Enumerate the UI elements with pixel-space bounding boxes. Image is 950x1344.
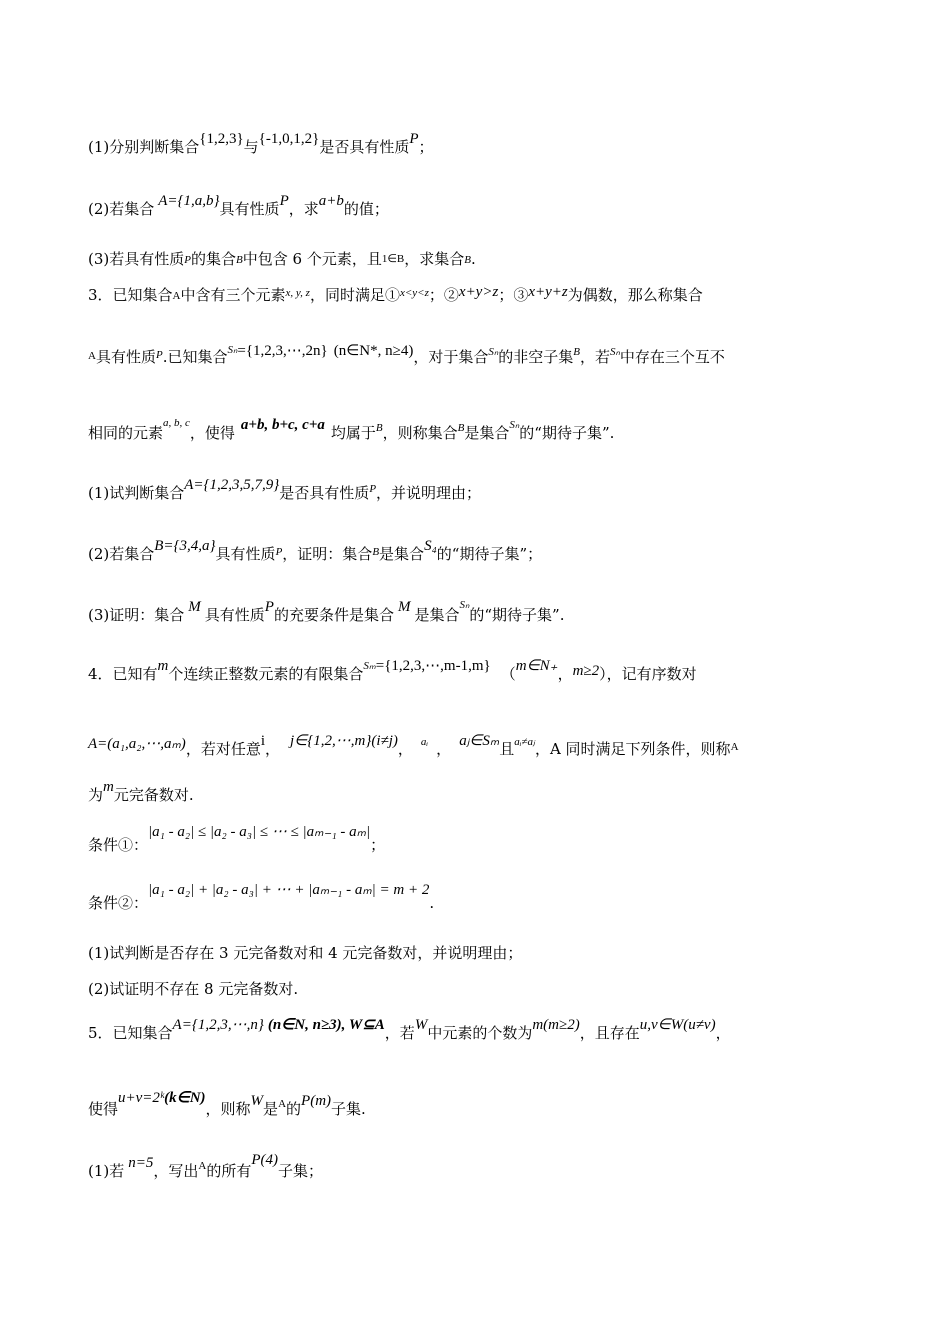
math-property-p: P	[264, 599, 274, 615]
math-cond-3: x+y+z	[528, 284, 568, 300]
text: (1)试判断集合	[88, 484, 185, 502]
p3-question-1	[88, 477, 482, 503]
text: ；	[370, 836, 386, 854]
text: 子集.	[331, 1100, 366, 1118]
text: 是集合	[379, 545, 425, 563]
math-pm: P(m)	[301, 1093, 332, 1109]
p4-line-1	[88, 658, 697, 684]
math-m-cond: m(m≥2)	[532, 1017, 580, 1033]
p4-condition-2	[88, 882, 435, 913]
text: ，求集合	[404, 250, 465, 268]
p5-question-1	[88, 1152, 324, 1181]
math-p4: P(4)	[251, 1152, 279, 1168]
math-s4: S₄	[424, 538, 437, 554]
math-sums: a+b, b+c, c+a	[240, 417, 325, 433]
text: 均属于	[330, 424, 376, 442]
p3-question-2	[88, 538, 543, 564]
text: ，则称集合	[382, 424, 458, 442]
text: 中存在三个互不	[619, 348, 725, 366]
math-b: B	[464, 254, 471, 266]
text: ；	[418, 138, 434, 156]
math-m-cond: m∈N₊	[515, 658, 558, 674]
math-property-p: P	[369, 483, 377, 495]
math-m: m	[103, 779, 114, 795]
text: 的	[286, 1100, 302, 1118]
math-seq-a: A=(a₁,a₂,⋯,aₘ)	[88, 736, 186, 752]
text: ，	[436, 740, 452, 758]
math-a: A	[278, 1098, 287, 1110]
text: ，并说明理由；	[376, 484, 482, 502]
text: ；③	[498, 286, 529, 304]
text: 为偶数，那么称集合	[567, 286, 703, 304]
p3-line-3	[88, 417, 615, 443]
math-set-a: A={1,2,3,5,7,9}	[184, 477, 280, 493]
text: 条件①：	[88, 836, 149, 854]
p4-question-2: (2)试证明不存在 8 元完备数对.	[88, 980, 299, 998]
math-i-ne-j: (i≠j)	[371, 733, 398, 749]
math-property-p: P	[279, 193, 289, 209]
p3-line-2	[88, 343, 725, 367]
math-xyz: x, y, z	[285, 287, 310, 299]
text: (3)证明：集合	[88, 606, 185, 624]
text: 是集合	[464, 424, 510, 442]
text: 4．已知有	[88, 665, 158, 683]
text: (3)若具有性质	[88, 250, 185, 268]
math-sm-def: ={1,2,3,⋯,m-1,m}	[375, 658, 491, 674]
p2-question-2	[88, 193, 389, 219]
math-b: B	[457, 422, 465, 434]
math-property-p: P	[184, 254, 191, 266]
text: 中包含 6 个元素，且	[242, 250, 382, 268]
math-property-p: P	[409, 131, 419, 147]
math-n-cond: (n∈N, n≥3), W⊆A	[267, 1017, 385, 1033]
math-sn: Sₙ	[227, 344, 238, 356]
math-1-in-b: 1∈B	[381, 253, 405, 265]
p4-condition-1	[88, 824, 386, 855]
text: ，且存在	[579, 1024, 640, 1042]
p5-line-2	[88, 1090, 366, 1119]
p4-question-1: (1)试判断是否存在 3 元完备数对和 4 元完备数对，并说明理由；	[88, 944, 523, 962]
math-cond-1: x<y<z	[399, 287, 429, 299]
p2-question-3	[88, 248, 476, 269]
text: ，证明：集合	[282, 545, 373, 563]
text: 是集合	[414, 606, 460, 624]
text: 中元素的个数为	[427, 1024, 533, 1042]
math-w: W	[250, 1093, 264, 1109]
text: 且	[499, 740, 515, 758]
p3-question-3	[88, 599, 565, 625]
math-sn-def: ={1,2,3,⋯,2n}	[237, 343, 328, 359]
math-a: A	[172, 290, 181, 302]
text: 的非空子集	[498, 348, 574, 366]
math-condition-2: |a₁ - a₂| + |a₂ - a₃| + ⋯ + |aₘ₋₁ - aₘ| = m + 2	[148, 882, 430, 898]
text: 是	[263, 1100, 279, 1118]
math-u-plus-v: u+v=2ᵏ	[118, 1090, 165, 1106]
text: （	[500, 665, 516, 683]
math-m: M	[188, 599, 201, 615]
text: ），记有序数对	[599, 665, 697, 683]
text: ，对于集合	[413, 348, 489, 366]
math-sm: Sₘ	[363, 660, 376, 672]
math-j-range: j∈{1,2,⋯,m}	[290, 733, 372, 749]
text: 使得	[88, 1100, 119, 1118]
math-sn: Sₙ	[459, 599, 470, 611]
math-b: B	[236, 254, 243, 266]
text: ，	[557, 665, 573, 683]
math-a: A	[198, 1160, 207, 1172]
math-i: i	[260, 733, 265, 749]
text: ，若	[580, 348, 611, 366]
text: 相同的元素	[88, 424, 164, 442]
text: 的“期待子集”.	[519, 424, 615, 442]
text: 个连续正整数元素的有限集合	[168, 665, 364, 683]
text: ，则称	[205, 1100, 251, 1118]
text: ，求	[288, 200, 319, 218]
p5-line-1	[88, 1017, 731, 1043]
text: .	[429, 894, 435, 912]
text: 具有性质	[204, 606, 265, 624]
p2-question-1	[88, 131, 434, 157]
math-m: M	[397, 599, 411, 615]
math-w: W	[414, 1017, 428, 1033]
text: ；②	[428, 286, 459, 304]
math-uv: u,v∈W(u≠v)	[639, 1017, 716, 1033]
math-m: m	[157, 658, 169, 674]
text: 具有性质	[215, 545, 276, 563]
math-sn: Sₙ	[610, 346, 620, 358]
math-condition-1: |a₁ - a₂| ≤ |a₂ - a₃| ≤ ⋯ ≤ |aₘ₋₁ - aₘ|	[148, 824, 371, 840]
math-ai-ne-aj: aᵢ≠aⱼ	[514, 736, 535, 748]
math-property-p: P	[275, 546, 283, 558]
text: 子集；	[278, 1162, 324, 1180]
math-b: B	[372, 546, 380, 558]
math-abc: a, b, c	[163, 417, 190, 429]
text: ，同时满足①	[309, 286, 400, 304]
p4-line-2	[88, 733, 739, 759]
text: 5．已知集合	[88, 1024, 173, 1042]
text: 3．已知集合	[88, 286, 173, 304]
math-cond-2: x+y>z	[458, 284, 499, 300]
text: 的“期待子集”.	[469, 606, 565, 624]
text: 是否具有性质	[319, 138, 410, 156]
text: 具有性质	[219, 200, 280, 218]
text: 条件②：	[88, 894, 149, 912]
text: (1)若	[88, 1162, 125, 1180]
math-a: A	[730, 741, 739, 753]
math-property-p: P	[155, 349, 163, 361]
math-m-ge-2: m≥2	[572, 663, 600, 679]
text: .已知集合	[162, 348, 228, 366]
math-aj-in-sm: aⱼ∈Sₘ	[459, 733, 500, 749]
text: 中含有三个元素	[180, 286, 286, 304]
text: 元完备数对.	[113, 786, 194, 804]
text: (2)若集合	[88, 200, 155, 218]
math-set-b: B={3,4,a}	[154, 538, 216, 554]
math-set-a: A={1,2,3,⋯,n}	[172, 1017, 264, 1033]
text: ，若	[384, 1024, 415, 1042]
text: 是否具有性质	[279, 484, 370, 502]
math-n-cond: (n∈N*, n≥4)	[333, 343, 414, 359]
text: ，若对任意	[185, 740, 261, 758]
math-set-a: A={1,a,b}	[158, 193, 220, 209]
text: ，	[397, 740, 413, 758]
math-set-1: {1,2,3}	[199, 131, 244, 147]
text: 具有性质	[95, 348, 156, 366]
text: ，写出	[153, 1162, 199, 1180]
text: 的“期待子集”；	[436, 545, 543, 563]
math-sum: a+b	[318, 193, 344, 209]
text: ，A 同时满足下列条件，则称	[534, 740, 731, 758]
math-a: A	[88, 350, 96, 362]
p3-line-1	[88, 284, 703, 305]
p4-line-3	[88, 779, 194, 805]
text: 的集合	[190, 250, 236, 268]
text: 的充要条件是集合	[273, 606, 394, 624]
text: 为	[88, 786, 104, 804]
text: 与	[243, 138, 259, 156]
math-k-cond: (k∈N)	[164, 1090, 206, 1106]
text: .	[471, 250, 476, 268]
math-set-2: {-1,0,1,2}	[258, 131, 320, 147]
text: (1)分别判断集合	[88, 138, 200, 156]
math-n-5: n=5	[128, 1155, 154, 1171]
text: ，	[715, 1024, 731, 1042]
text: 的值；	[343, 200, 389, 218]
math-ai: aᵢ	[420, 736, 429, 748]
text: ，	[265, 740, 281, 758]
math-b: B	[375, 422, 383, 434]
text: 的所有	[206, 1162, 252, 1180]
math-sn: Sₙ	[488, 346, 499, 358]
text: (2)若集合	[88, 545, 155, 563]
math-b: B	[573, 346, 581, 358]
math-sn: Sₙ	[509, 419, 520, 431]
text: ，使得	[189, 424, 235, 442]
